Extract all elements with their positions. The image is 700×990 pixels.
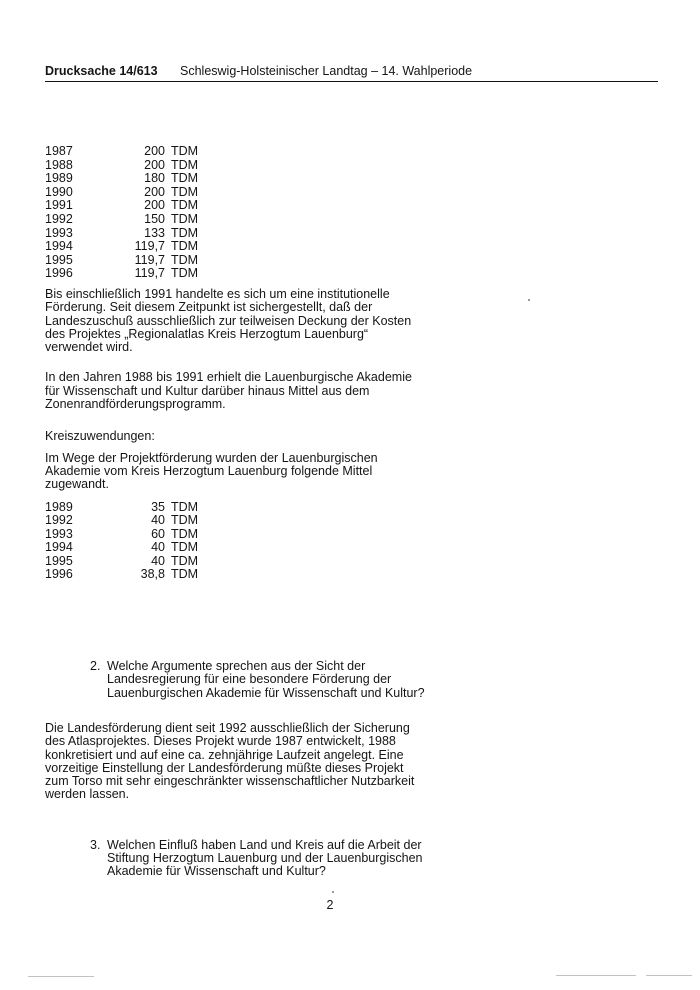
scan-artifact-dot [528, 299, 530, 301]
page-content [45, 145, 427, 879]
funding-amount: 133 [144, 225, 165, 240]
funding-amount: 119,7 [134, 252, 165, 267]
funding-year: 1993 [45, 526, 73, 541]
state-funding-table [45, 145, 427, 281]
paragraph-landesfoerderung: Die Landesförderung dient seit 1992 ausschließlich der Sicherung des Atlasprojektes. Dieses Projekt wurde 1987 entwickelt, 1988 konkretisiert und auf eine ca. zehnjährige Laufzeit angelegt. Eine vorzeitige Einstellung der Landesförderung müßte dieses Projekt zum Torso mit sehr eingeschränkter wissenschaftlicher Nutzbarkeit werden lassen. [45, 720, 415, 802]
funding-amount: 35 [151, 499, 165, 514]
funding-amount: 40 [151, 540, 165, 555]
scan-artifact-dot [332, 891, 334, 893]
document-number: Drucksache 14/613 [45, 64, 158, 78]
funding-year: 1994 [45, 540, 73, 555]
funding-year: 1990 [45, 184, 73, 199]
funding-year: 1995 [45, 553, 73, 568]
paragraph-zonenrand-funding: In den Jahren 1988 bis 1991 erhielt die Lauenburgische Akademie für Wissenschaft und Kultur darüber hinaus Mittel aus dem Zonenrandförderungsprogramm. [45, 370, 412, 412]
funding-amount: 180 [144, 171, 165, 186]
funding-row [45, 159, 427, 173]
funding-row [45, 501, 427, 515]
funding-year: 1994 [45, 239, 73, 254]
scan-artifact-line [646, 975, 692, 976]
funding-unit: TDM [171, 157, 199, 172]
scan-artifact-line [28, 976, 94, 977]
funding-year: 1996 [45, 567, 73, 582]
funding-row [45, 267, 427, 281]
page-number: 2 [326, 898, 334, 912]
funding-year: 1988 [45, 157, 73, 172]
funding-year: 1989 [45, 499, 73, 514]
kreis-funding-table [45, 501, 427, 583]
funding-amount: 40 [151, 513, 165, 528]
funding-unit: TDM [171, 499, 199, 514]
funding-unit: TDM [171, 540, 199, 555]
question-3 [90, 839, 430, 879]
paragraph-institutional-funding: Bis einschließlich 1991 handelte es sich um eine institutionelle Förderung. Seit diesem Zeitpunkt ist sichergestellt, daß der Landeszuschuß ausschließlich zur teilweisen Deckung der Kosten des Projektes „Regionalatlas Kreis Herzogtum Lauenburg“ verwendet wird. [45, 286, 412, 355]
funding-amount: 200 [144, 184, 165, 199]
funding-year: 1992 [45, 513, 73, 528]
funding-row [45, 199, 427, 213]
funding-unit: TDM [171, 211, 199, 226]
funding-amount: 119,7 [134, 266, 165, 281]
question-2-text: Welche Argumente sprechen aus der Sicht der Landesregierung für eine besondere Förderung der Lauenburgischen Akademie für Wissenschaft und Kultur? [107, 659, 425, 700]
scan-artifact-line [556, 975, 636, 976]
funding-year: 1992 [45, 211, 73, 226]
funding-amount: 200 [144, 157, 165, 172]
funding-row [45, 541, 427, 555]
funding-unit: TDM [171, 553, 199, 568]
header-rule [45, 81, 658, 82]
funding-unit: TDM [171, 198, 199, 213]
funding-row [45, 227, 427, 241]
funding-row [45, 145, 427, 159]
funding-amount: 38,8 [140, 567, 165, 582]
funding-row [45, 254, 427, 268]
funding-unit: TDM [171, 239, 199, 254]
funding-unit: TDM [171, 225, 199, 240]
question-2 [90, 660, 430, 700]
document-title: Schleswig-Holsteinischer Landtag – 14. Wahlperiode [180, 64, 473, 78]
document-header [45, 65, 658, 78]
funding-year: 1995 [45, 252, 73, 267]
funding-row [45, 568, 427, 582]
kreiszuwendungen-heading: Kreiszuwendungen: [45, 429, 155, 444]
funding-amount: 60 [151, 526, 165, 541]
funding-amount: 119,7 [134, 239, 165, 254]
funding-row [45, 186, 427, 200]
funding-unit: TDM [171, 184, 199, 199]
funding-amount: 150 [144, 211, 165, 226]
funding-year: 1987 [45, 144, 73, 158]
funding-row [45, 528, 427, 542]
funding-row [45, 555, 427, 569]
funding-unit: TDM [171, 266, 199, 281]
funding-row [45, 514, 427, 528]
paragraph-kreis-intro: Im Wege der Projektförderung wurden der Lauenburgischen Akademie vom Kreis Herzogtum Lauenburg folgende Mittel zugewandt. [45, 450, 378, 492]
question-2-number: 2. [90, 659, 101, 674]
funding-unit: TDM [171, 567, 199, 582]
question-3-number: 3. [90, 837, 101, 852]
funding-row [45, 240, 427, 254]
funding-unit: TDM [171, 526, 199, 541]
funding-amount: 40 [151, 553, 165, 568]
funding-amount: 200 [144, 198, 165, 213]
funding-year: 1993 [45, 225, 73, 240]
funding-unit: TDM [171, 144, 199, 158]
funding-year: 1996 [45, 266, 73, 281]
funding-unit: TDM [171, 252, 199, 267]
funding-amount: 200 [144, 144, 165, 158]
funding-row [45, 172, 427, 186]
funding-year: 1989 [45, 171, 73, 186]
funding-row [45, 213, 427, 227]
funding-unit: TDM [171, 513, 199, 528]
funding-unit: TDM [171, 171, 199, 186]
funding-year: 1991 [45, 198, 73, 213]
question-3-text: Welchen Einfluß haben Land und Kreis auf die Arbeit der Stiftung Herzogtum Lauenburg und der Lauenburgischen Akademie für Wissenschaft und Kultur? [107, 837, 423, 879]
